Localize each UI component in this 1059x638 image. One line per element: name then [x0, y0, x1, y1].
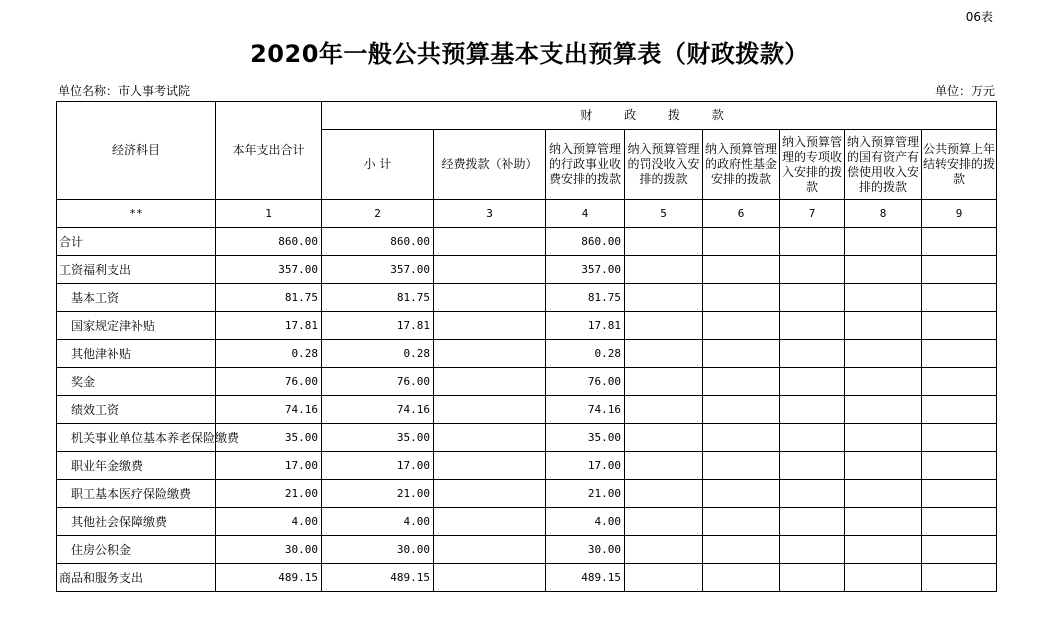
cell-c4: 35.00	[546, 424, 625, 452]
cell-c6	[703, 228, 780, 256]
table-row	[57, 480, 997, 508]
header-c9: 公共预算上年结转安排的拨款	[922, 130, 997, 200]
cell-c5	[625, 284, 703, 312]
cell-c3	[434, 564, 546, 592]
row-subject: 其他社会保障缴费	[57, 508, 216, 536]
cell-c9	[922, 536, 997, 564]
cell-c4: 0.28	[546, 340, 625, 368]
cell-c3	[434, 452, 546, 480]
table-row	[57, 340, 997, 368]
table-row	[57, 424, 997, 452]
row-subject: 合计	[57, 228, 216, 256]
cell-c1: 35.00	[216, 424, 322, 452]
header-subject: 经济科目	[57, 102, 216, 200]
cell-c3	[434, 340, 546, 368]
cell-c3	[434, 228, 546, 256]
index-cell: 1	[216, 200, 322, 228]
cell-c2: 74.16	[322, 396, 434, 424]
cell-c9	[922, 256, 997, 284]
cell-c6	[703, 480, 780, 508]
cell-c6	[703, 284, 780, 312]
cell-c5	[625, 312, 703, 340]
cell-c3	[434, 396, 546, 424]
index-cell: 9	[922, 200, 997, 228]
cell-c7	[780, 228, 845, 256]
cell-c4: 74.16	[546, 396, 625, 424]
cell-c4: 357.00	[546, 256, 625, 284]
cell-c3	[434, 312, 546, 340]
cell-c7	[780, 368, 845, 396]
table-row	[57, 312, 997, 340]
cell-c8	[845, 424, 922, 452]
cell-c2: 860.00	[322, 228, 434, 256]
header-c6: 纳入预算管理的政府性基金安排的拨款	[703, 130, 780, 200]
cell-c1: 489.15	[216, 564, 322, 592]
cell-c3	[434, 368, 546, 396]
cell-c5	[625, 508, 703, 536]
cell-c8	[845, 228, 922, 256]
index-cell: 5	[625, 200, 703, 228]
cell-c5	[625, 256, 703, 284]
cell-c4: 4.00	[546, 508, 625, 536]
cell-c9	[922, 312, 997, 340]
cell-c5	[625, 452, 703, 480]
cell-c2: 0.28	[322, 340, 434, 368]
index-cell: 6	[703, 200, 780, 228]
cell-c6	[703, 536, 780, 564]
cell-c4: 860.00	[546, 228, 625, 256]
cell-c5	[625, 396, 703, 424]
cell-c8	[845, 284, 922, 312]
cell-c9	[922, 284, 997, 312]
cell-c8	[845, 256, 922, 284]
table-row	[57, 396, 997, 424]
cell-c7	[780, 424, 845, 452]
cell-c8	[845, 312, 922, 340]
cell-c5	[625, 340, 703, 368]
cell-c1: 30.00	[216, 536, 322, 564]
cell-c1: 21.00	[216, 480, 322, 508]
cell-c1: 17.00	[216, 452, 322, 480]
cell-c6	[703, 368, 780, 396]
cell-c7	[780, 508, 845, 536]
row-subject: 职业年金缴费	[57, 452, 216, 480]
index-cell: 8	[845, 200, 922, 228]
table-row	[57, 452, 997, 480]
header-c3: 经费拨款（补助）	[434, 130, 546, 200]
header-subtotal: 小 计	[322, 130, 434, 200]
cell-c9	[922, 564, 997, 592]
cell-c2: 30.00	[322, 536, 434, 564]
table-row	[57, 536, 997, 564]
cell-c8	[845, 508, 922, 536]
cell-c5	[625, 228, 703, 256]
header-c4: 纳入预算管理的行政事业收费安排的拨款	[546, 130, 625, 200]
cell-c6	[703, 508, 780, 536]
cell-c6	[703, 312, 780, 340]
cell-c5	[625, 536, 703, 564]
cell-c2: 489.15	[322, 564, 434, 592]
budget-table	[56, 101, 997, 592]
row-subject: 机关事业单位基本养老保险缴费	[57, 424, 216, 452]
cell-c7	[780, 480, 845, 508]
cell-c5	[625, 424, 703, 452]
cell-c6	[703, 396, 780, 424]
cell-c7	[780, 564, 845, 592]
cell-c8	[845, 452, 922, 480]
cell-c9	[922, 340, 997, 368]
table-row	[57, 284, 997, 312]
index-cell: 3	[434, 200, 546, 228]
cell-c3	[434, 284, 546, 312]
table-row	[57, 256, 997, 284]
header-c7: 纳入预算管理的专项收入安排的拨款	[780, 130, 845, 200]
table-row	[57, 368, 997, 396]
cell-c1: 0.28	[216, 340, 322, 368]
unit-label: 单位：万元	[934, 84, 995, 98]
row-subject: 国家规定津补贴	[57, 312, 216, 340]
cell-c9	[922, 452, 997, 480]
cell-c7	[780, 536, 845, 564]
row-subject: 住房公积金	[57, 536, 216, 564]
cell-c9	[922, 396, 997, 424]
cell-c8	[845, 396, 922, 424]
cell-c1: 357.00	[216, 256, 322, 284]
row-subject: 职工基本医疗保险缴费	[57, 480, 216, 508]
cell-c3	[434, 424, 546, 452]
cell-c2: 4.00	[322, 508, 434, 536]
index-cell: 7	[780, 200, 845, 228]
cell-c9	[922, 424, 997, 452]
index-cell: 2	[322, 200, 434, 228]
cell-c1: 74.16	[216, 396, 322, 424]
cell-c7	[780, 452, 845, 480]
cell-c4: 17.81	[546, 312, 625, 340]
cell-c2: 17.00	[322, 452, 434, 480]
cell-c4: 81.75	[546, 284, 625, 312]
cell-c7	[780, 396, 845, 424]
cell-c4: 489.15	[546, 564, 625, 592]
cell-c8	[845, 564, 922, 592]
cell-c8	[845, 368, 922, 396]
cell-c5	[625, 368, 703, 396]
cell-c5	[625, 480, 703, 508]
header-c5: 纳入预算管理的罚没收入安排的拨款	[625, 130, 703, 200]
page-title: 2020年一般公共预算基本支出预算表（财政拨款）	[250, 40, 809, 68]
cell-c7	[780, 256, 845, 284]
cell-c7	[780, 312, 845, 340]
cell-c9	[922, 508, 997, 536]
cell-c9	[922, 480, 997, 508]
cell-c6	[703, 564, 780, 592]
cell-c6	[703, 256, 780, 284]
cell-c8	[845, 536, 922, 564]
cell-c2: 357.00	[322, 256, 434, 284]
cell-c2: 35.00	[322, 424, 434, 452]
cell-c4: 17.00	[546, 452, 625, 480]
cell-c3	[434, 536, 546, 564]
row-subject: 绩效工资	[57, 396, 216, 424]
cell-c5	[625, 564, 703, 592]
cell-c1: 4.00	[216, 508, 322, 536]
header-group: 财 政 拨 款	[322, 102, 997, 130]
header-c8: 纳入预算管理的国有资产有偿使用收入安排的拨款	[845, 130, 922, 200]
cell-c1: 81.75	[216, 284, 322, 312]
index-cell: **	[57, 200, 216, 228]
table-row	[57, 228, 997, 256]
cell-c1: 76.00	[216, 368, 322, 396]
cell-c4: 30.00	[546, 536, 625, 564]
cell-c8	[845, 480, 922, 508]
form-code: 06表	[965, 10, 993, 24]
cell-c4: 76.00	[546, 368, 625, 396]
row-subject: 商品和服务支出	[57, 564, 216, 592]
cell-c6	[703, 452, 780, 480]
cell-c2: 21.00	[322, 480, 434, 508]
cell-c7	[780, 340, 845, 368]
cell-c3	[434, 508, 546, 536]
cell-c9	[922, 228, 997, 256]
row-subject: 工资福利支出	[57, 256, 216, 284]
cell-c2: 17.81	[322, 312, 434, 340]
cell-c6	[703, 424, 780, 452]
cell-c7	[780, 284, 845, 312]
table-row	[57, 564, 997, 592]
row-subject: 奖金	[57, 368, 216, 396]
cell-c3	[434, 256, 546, 284]
table-row	[57, 508, 997, 536]
header-total: 本年支出合计	[216, 102, 322, 200]
cell-c3	[434, 480, 546, 508]
cell-c2: 81.75	[322, 284, 434, 312]
row-subject: 其他津补贴	[57, 340, 216, 368]
cell-c6	[703, 340, 780, 368]
index-cell: 4	[546, 200, 625, 228]
unit-name: 单位名称：市人事考试院	[58, 84, 191, 98]
cell-c1: 17.81	[216, 312, 322, 340]
cell-c4: 21.00	[546, 480, 625, 508]
row-subject: 基本工资	[57, 284, 216, 312]
cell-c1: 860.00	[216, 228, 322, 256]
cell-c8	[845, 340, 922, 368]
cell-c2: 76.00	[322, 368, 434, 396]
cell-c9	[922, 368, 997, 396]
